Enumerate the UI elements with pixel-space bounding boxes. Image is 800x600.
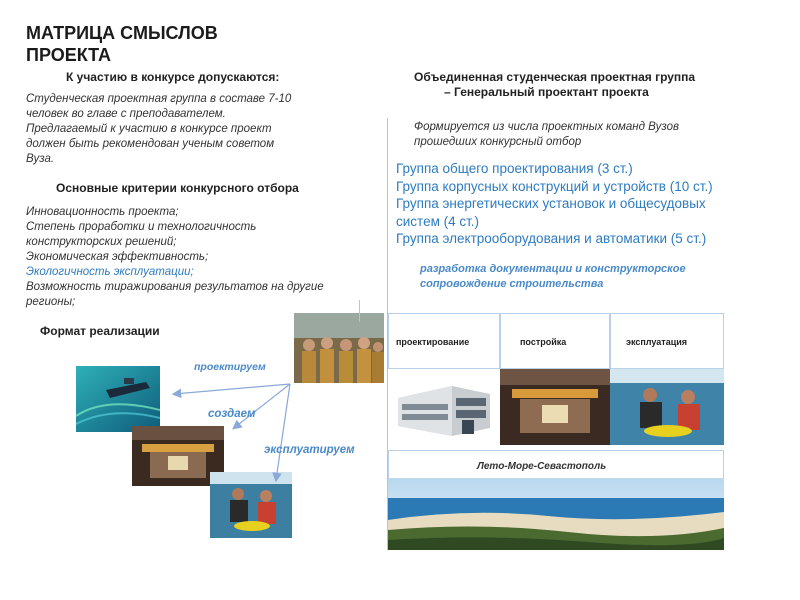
project-name: Лето-Море-Севастополь	[477, 461, 607, 472]
stage-label-design: проектирование	[396, 337, 470, 347]
development-text: разработка документации и конструкторское сопровождение строительства	[420, 263, 686, 290]
operation-photo-right	[610, 369, 724, 445]
format-heading: Формат реализации	[40, 324, 160, 338]
verb-design: проектируем	[194, 361, 266, 373]
stage-label-build: постройка	[520, 337, 567, 347]
stage-label-operate: эксплуатация	[626, 337, 688, 347]
ship-render-image	[76, 366, 160, 432]
formed-text: Формируется из числа проектных команд Вузов прошедших конкурсный отбор	[414, 121, 680, 148]
construction-photo	[500, 369, 610, 445]
verb-operate: эксплуатируем	[264, 444, 355, 456]
admission-heading: К участию в конкурсе допускаются:	[66, 70, 280, 84]
criteria-list: Инновационность проекта; Степень проработки и технологичность конструкторских решений; Экономическая эффективность; Экологичность эксплуатации; Возможность тиражирования результатов на другие регионы;	[26, 206, 324, 308]
groups-list: Группа общего проектирования (3 ст.) Группа корпусных конструкций и устройств (10 ст.) Группа энергетических установок и общесудовых систем (4 ст.) Группа электрооборудования и автоматики (5 ст.)	[396, 161, 713, 246]
group-heading-1: Объединенная студенческая проектная группа	[414, 70, 696, 84]
team-photo	[294, 313, 384, 383]
page-title: МАТРИЦА СМЫСЛОВ ПРОЕКТА	[26, 23, 218, 65]
admission-text: Студенческая проектная группа в составе 7-10 человек во главе с преподавателем. Предлагаемый к участию в конкурсе проект должен быть рекомендован ученым советом Вуза.	[26, 93, 292, 165]
group-heading-2: – Генеральный проектант проекта	[444, 85, 649, 99]
criteria-heading: Основные критерии конкурсного отбора	[56, 181, 299, 195]
divider-left	[359, 300, 360, 322]
building-image	[392, 372, 496, 444]
sevastopol-landscape-photo	[388, 478, 724, 550]
verb-create: создаем	[208, 408, 256, 420]
flow-arrows	[150, 380, 310, 500]
